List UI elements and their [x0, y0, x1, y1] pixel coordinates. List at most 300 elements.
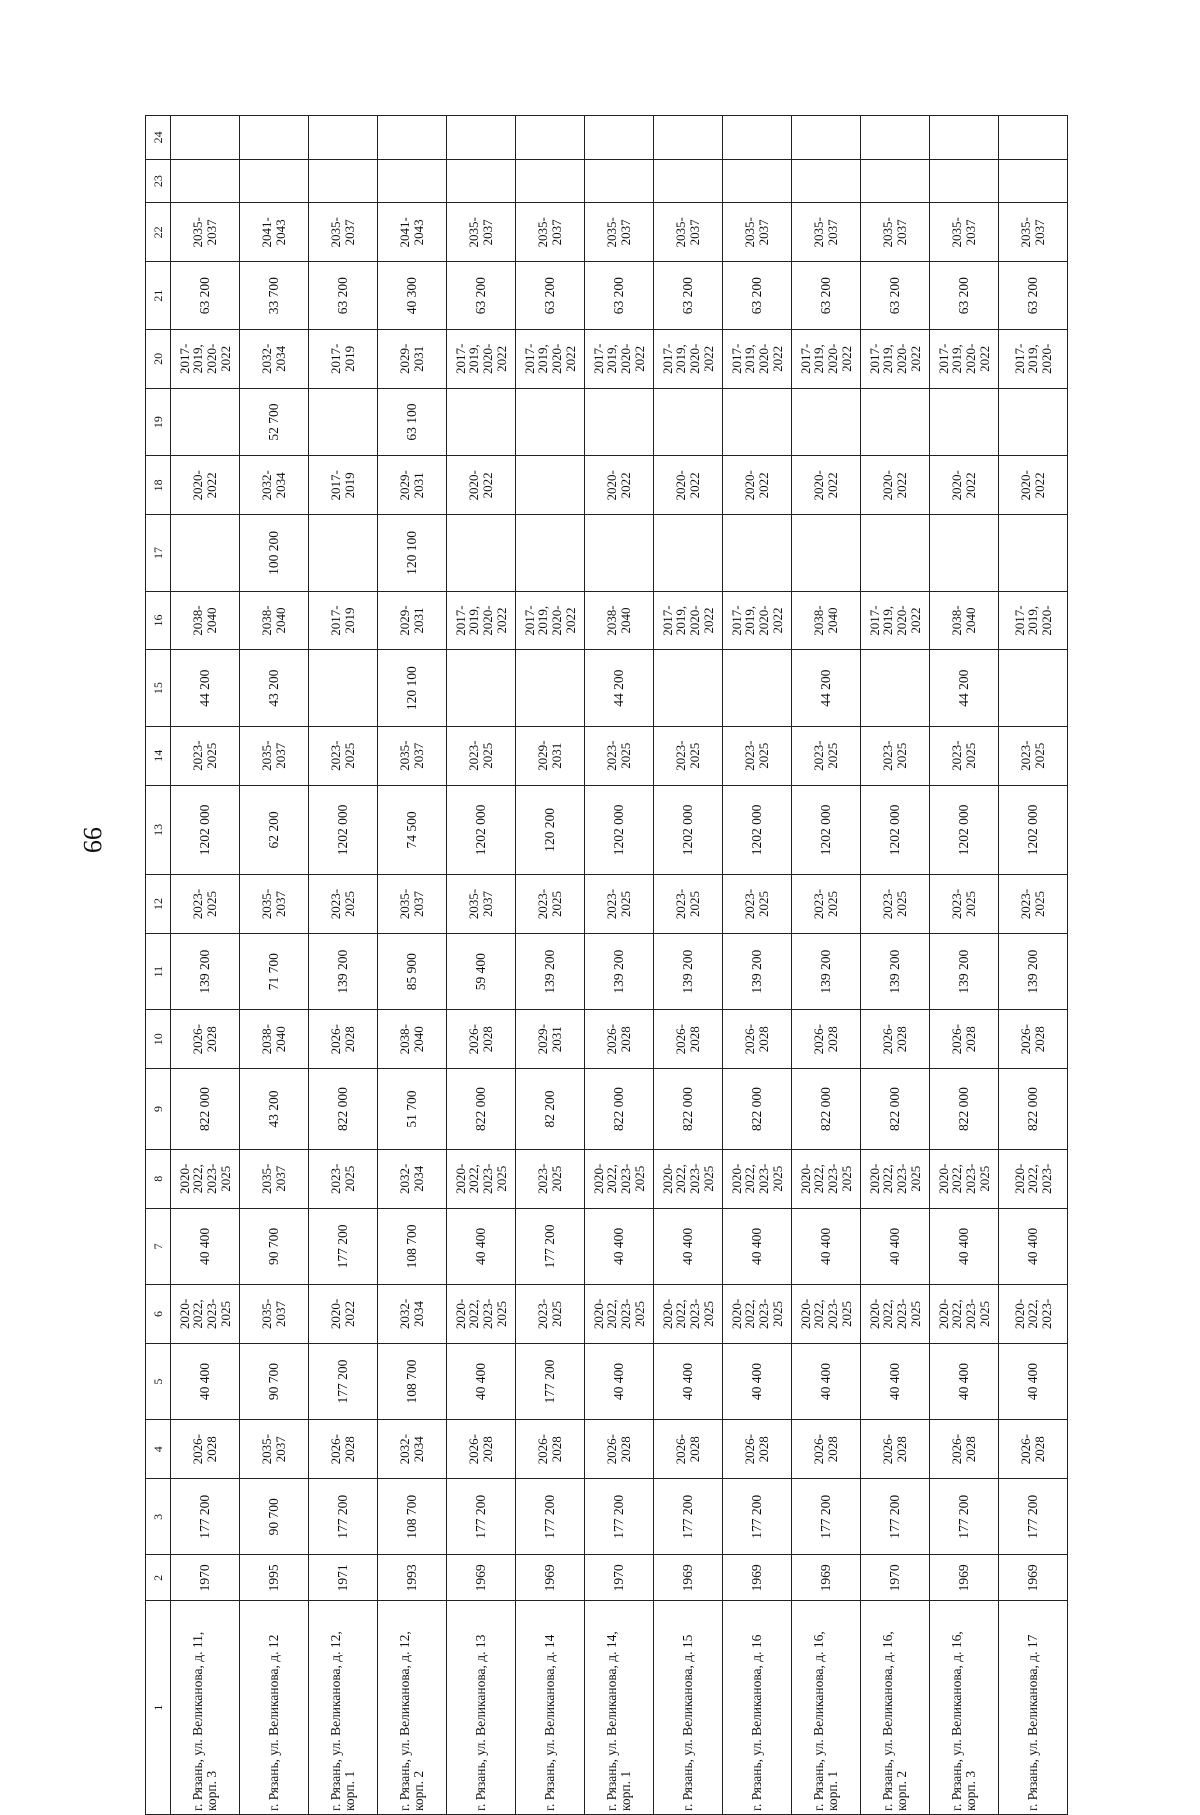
table-cell: 2035-2037 — [240, 1285, 309, 1344]
table-cell: 2032-2034 — [378, 1149, 447, 1208]
table-cell: 63 200 — [447, 262, 516, 330]
table-cell: 2026-2028 — [309, 1420, 378, 1479]
table-cell: 2023-2025 — [171, 726, 240, 785]
table-cell — [516, 388, 585, 456]
address-cell: г. Рязань, ул. Великанова, д. 14 — [516, 1601, 585, 1815]
table-cell: 2023-2025 — [585, 726, 654, 785]
table-cell: 2026-2028 — [861, 1420, 930, 1479]
address-cell: г. Рязань, ул. Великанова, д. 12, корп. 2 — [378, 1601, 447, 1815]
table-cell: 2029-2031 — [516, 726, 585, 785]
table-cell: 177 200 — [723, 1479, 792, 1555]
table-cell: 2020-2022, 2023-2025 — [930, 1149, 999, 1208]
table-cell — [930, 159, 999, 203]
table-cell: 2026-2028 — [999, 1420, 1068, 1479]
table-cell: 2041-2043 — [378, 203, 447, 262]
table-cell — [171, 159, 240, 203]
table-cell: 2026-2028 — [516, 1420, 585, 1479]
column-header-10: 10 — [146, 1010, 171, 1069]
table-cell: 2020-2022, 2023-2025 — [447, 1149, 516, 1208]
table-cell: 2023-2025 — [654, 875, 723, 934]
table-cell: 1202 000 — [171, 785, 240, 874]
table-cell: 2020-2022, 2023-2025 — [171, 1285, 240, 1344]
table-cell: 2026-2028 — [792, 1420, 861, 1479]
column-header-21: 21 — [146, 262, 171, 330]
table-cell: 822 000 — [309, 1069, 378, 1150]
table-cell: 139 200 — [516, 933, 585, 1009]
table-cell: 822 000 — [723, 1069, 792, 1150]
table-cell: 177 200 — [309, 1479, 378, 1555]
table-cell — [999, 388, 1068, 456]
table-cell: 1202 000 — [309, 785, 378, 874]
table-cell: 139 200 — [585, 933, 654, 1009]
table-cell: 177 200 — [309, 1208, 378, 1284]
table-cell: 2020-2022, 2023-2025 — [585, 1149, 654, 1208]
address-cell: г. Рязань, ул. Великанова, д. 15 — [654, 1601, 723, 1815]
table-cell: 2017-2019, 2020-2022 — [861, 591, 930, 650]
column-header-17: 17 — [146, 515, 171, 591]
table-cell: 2020-2022, 2023-2025 — [654, 1285, 723, 1344]
table-cell: 177 200 — [792, 1479, 861, 1555]
table-cell: 2017-2019, 2020-2022 — [654, 591, 723, 650]
table-cell: 2026-2028 — [999, 1010, 1068, 1069]
table-cell: 40 400 — [930, 1343, 999, 1419]
table-cell: 2026-2028 — [585, 1010, 654, 1069]
table-cell: 44 200 — [930, 650, 999, 726]
table-cell: 2017-2019, 2020-2022 — [930, 329, 999, 388]
table-cell: 2038-2040 — [792, 591, 861, 650]
table-cell: 63 200 — [171, 262, 240, 330]
table-cell: 2035-2037 — [309, 203, 378, 262]
table-container — [145, 78, 1135, 1815]
table-cell: 82 200 — [516, 1069, 585, 1150]
table-cell — [516, 159, 585, 203]
column-header-19: 19 — [146, 388, 171, 456]
table-cell — [516, 456, 585, 515]
column-header-12: 12 — [146, 875, 171, 934]
table-cell: 1202 000 — [585, 785, 654, 874]
table-cell: 63 200 — [654, 262, 723, 330]
table-cell: 2026-2028 — [723, 1420, 792, 1479]
table-cell: 2032-2034 — [378, 1285, 447, 1344]
table-cell: 120 100 — [378, 515, 447, 591]
table-cell: 2020-2022 — [930, 456, 999, 515]
table-cell: 2017-2019, 2020-2022 — [447, 591, 516, 650]
table-cell — [654, 388, 723, 456]
table-cell: 2029-2031 — [516, 1010, 585, 1069]
table-cell — [171, 388, 240, 456]
table-row — [378, 116, 447, 1815]
table-cell: 139 200 — [309, 933, 378, 1009]
table-cell — [930, 515, 999, 591]
table-cell: 2020-2022 — [999, 456, 1068, 515]
table-cell: 1969 — [930, 1555, 999, 1601]
table-cell: 40 400 — [447, 1208, 516, 1284]
table-cell: 40 400 — [861, 1208, 930, 1284]
table-cell: 44 200 — [585, 650, 654, 726]
table-cell: 2035-2037 — [240, 1420, 309, 1479]
table-cell: 2017-2019, 2020-2022 — [792, 329, 861, 388]
table-cell: 2035-2037 — [930, 203, 999, 262]
table-cell — [585, 388, 654, 456]
address-cell: г. Рязань, ул. Великанова, д. 16 — [723, 1601, 792, 1815]
table-cell: 177 200 — [516, 1208, 585, 1284]
table-cell: 2020-2022, 2023-2025 — [930, 1285, 999, 1344]
rotated-table-frame — [145, 78, 1135, 1815]
table-cell: 2017-2019 — [309, 329, 378, 388]
table-cell: 2017-2019, 2020-2022 — [723, 329, 792, 388]
table-cell: 40 400 — [792, 1208, 861, 1284]
table-cell: 2032-2034 — [240, 329, 309, 388]
table-cell: 2035-2037 — [999, 203, 1068, 262]
housing-repair-schedule-table — [145, 115, 1068, 1815]
table-row — [723, 116, 792, 1815]
table-cell — [171, 515, 240, 591]
table-cell: 33 700 — [240, 262, 309, 330]
address-cell: г. Рязань, ул. Великанова, д. 16, корп. 3 — [930, 1601, 999, 1815]
table-cell: 2020-2022, 2023-2025 — [792, 1285, 861, 1344]
column-header-3: 3 — [146, 1479, 171, 1555]
table-cell: 2038-2040 — [171, 591, 240, 650]
table-cell: 2017-2019, 2020- — [999, 591, 1068, 650]
table-cell: 40 400 — [171, 1343, 240, 1419]
table-cell: 2035-2037 — [240, 875, 309, 934]
table-cell: 822 000 — [999, 1069, 1068, 1150]
table-cell — [516, 515, 585, 591]
table-cell: 2029-2031 — [378, 329, 447, 388]
table-cell: 1969 — [447, 1555, 516, 1601]
column-header-15: 15 — [146, 650, 171, 726]
table-cell: 2026-2028 — [930, 1010, 999, 1069]
table-cell: 2038-2040 — [378, 1010, 447, 1069]
table-row — [516, 116, 585, 1815]
table-cell — [723, 515, 792, 591]
table-cell: 44 200 — [171, 650, 240, 726]
table-cell: 2023-2025 — [723, 875, 792, 934]
table-cell: 1202 000 — [723, 785, 792, 874]
table-cell: 1202 000 — [792, 785, 861, 874]
table-row — [861, 116, 930, 1815]
table-cell: 2023-2025 — [792, 726, 861, 785]
address-cell: г. Рязань, ул. Великанова, д. 17 — [999, 1601, 1068, 1815]
table-cell: 2020-2022 — [585, 456, 654, 515]
table-cell: 2035-2037 — [723, 203, 792, 262]
table-cell: 74 500 — [378, 785, 447, 874]
table-cell: 2023-2025 — [930, 875, 999, 934]
table-cell: 2020-2022 — [171, 456, 240, 515]
table-cell: 40 400 — [999, 1208, 1068, 1284]
column-header-9: 9 — [146, 1069, 171, 1150]
column-header-7: 7 — [146, 1208, 171, 1284]
table-cell: 63 200 — [585, 262, 654, 330]
table-cell: 90 700 — [240, 1479, 309, 1555]
table-cell: 177 200 — [861, 1479, 930, 1555]
table-cell — [309, 515, 378, 591]
table-cell: 177 200 — [585, 1479, 654, 1555]
table-cell: 1202 000 — [861, 785, 930, 874]
column-header-1: 1 — [146, 1601, 171, 1815]
table-cell: 40 300 — [378, 262, 447, 330]
table-cell: 2026-2028 — [585, 1420, 654, 1479]
table-cell: 2020-2022, 2023-2025 — [861, 1149, 930, 1208]
table-cell: 2020-2022, 2023- — [999, 1149, 1068, 1208]
address-cell: г. Рязань, ул. Великанова, д. 12 — [240, 1601, 309, 1815]
table-cell: 139 200 — [723, 933, 792, 1009]
table-cell: 2038-2040 — [585, 591, 654, 650]
table-cell: 43 200 — [240, 1069, 309, 1150]
table-cell — [378, 159, 447, 203]
table-cell: 139 200 — [171, 933, 240, 1009]
column-header-14: 14 — [146, 726, 171, 785]
table-cell: 2038-2040 — [240, 1010, 309, 1069]
table-cell: 2023-2025 — [999, 875, 1068, 934]
table-cell: 2020-2022, 2023-2025 — [792, 1149, 861, 1208]
table-cell: 2020-2022 — [447, 456, 516, 515]
table-cell: 2023-2025 — [999, 726, 1068, 785]
table-cell: 1970 — [861, 1555, 930, 1601]
table-cell: 139 200 — [930, 933, 999, 1009]
table-cell — [447, 159, 516, 203]
table-cell — [309, 388, 378, 456]
table-cell: 177 200 — [171, 1479, 240, 1555]
table-cell: 1202 000 — [999, 785, 1068, 874]
address-cell: г. Рязань, ул. Великанова, д. 12, корп. 1 — [309, 1601, 378, 1815]
table-cell: 2035-2037 — [654, 203, 723, 262]
table-cell: 44 200 — [792, 650, 861, 726]
column-header-11: 11 — [146, 933, 171, 1009]
page-number: 99 — [78, 827, 107, 853]
table-cell: 2023-2025 — [516, 1149, 585, 1208]
table-cell: 2029-2031 — [378, 591, 447, 650]
column-header-2: 2 — [146, 1555, 171, 1601]
address-cell: г. Рязань, ул. Великанова, д. 16, корп. 1 — [792, 1601, 861, 1815]
table-cell — [585, 159, 654, 203]
table-cell — [654, 159, 723, 203]
table-cell: 177 200 — [999, 1479, 1068, 1555]
table-cell: 2038-2040 — [240, 591, 309, 650]
table-cell — [240, 159, 309, 203]
table-cell: 1202 000 — [654, 785, 723, 874]
table-cell: 822 000 — [861, 1069, 930, 1150]
table-cell: 2023-2025 — [171, 875, 240, 934]
table-cell: 43 200 — [240, 650, 309, 726]
table-cell: 63 200 — [792, 262, 861, 330]
table-cell: 2026-2028 — [654, 1420, 723, 1479]
table-cell: 40 400 — [861, 1343, 930, 1419]
table-cell: 822 000 — [930, 1069, 999, 1150]
table-cell: 177 200 — [930, 1479, 999, 1555]
table-cell — [378, 116, 447, 160]
table-cell: 90 700 — [240, 1343, 309, 1419]
column-header-4: 4 — [146, 1420, 171, 1479]
table-cell: 1970 — [171, 1555, 240, 1601]
table-cell: 40 400 — [654, 1208, 723, 1284]
table-cell: 2035-2037 — [861, 203, 930, 262]
table-row — [447, 116, 516, 1815]
table-cell: 2026-2028 — [309, 1010, 378, 1069]
table-cell: 2026-2028 — [861, 1010, 930, 1069]
table-cell: 71 700 — [240, 933, 309, 1009]
table-cell: 2017-2019, 2020-2022 — [723, 591, 792, 650]
table-cell: 2035-2037 — [378, 875, 447, 934]
table-cell: 40 400 — [447, 1343, 516, 1419]
column-header-24: 24 — [146, 116, 171, 160]
table-cell — [654, 650, 723, 726]
table-cell: 63 200 — [861, 262, 930, 330]
table-cell: 2020-2022, 2023-2025 — [861, 1285, 930, 1344]
table-cell — [792, 116, 861, 160]
table-cell: 1995 — [240, 1555, 309, 1601]
table-cell: 2029-2031 — [378, 456, 447, 515]
table-cell: 2023-2025 — [585, 875, 654, 934]
table-cell: 1971 — [309, 1555, 378, 1601]
table-cell: 2020-2022 — [861, 456, 930, 515]
table-cell: 2026-2028 — [447, 1010, 516, 1069]
table-cell: 177 200 — [309, 1343, 378, 1419]
table-cell — [861, 388, 930, 456]
column-header-6: 6 — [146, 1285, 171, 1344]
table-cell: 2035-2037 — [240, 1149, 309, 1208]
table-cell: 2017-2019, 2020-2022 — [654, 329, 723, 388]
table-cell: 1969 — [654, 1555, 723, 1601]
table-row — [240, 116, 309, 1815]
table-cell: 1969 — [516, 1555, 585, 1601]
table-cell — [447, 650, 516, 726]
table-cell: 2023-2025 — [792, 875, 861, 934]
table-cell: 59 400 — [447, 933, 516, 1009]
table-cell — [447, 515, 516, 591]
table-cell: 2017-2019 — [309, 591, 378, 650]
table-row — [309, 116, 378, 1815]
table-cell — [999, 515, 1068, 591]
table-cell: 2017-2019, 2020- — [999, 329, 1068, 388]
table-cell: 822 000 — [447, 1069, 516, 1150]
table-cell: 822 000 — [585, 1069, 654, 1150]
table-cell: 40 400 — [171, 1208, 240, 1284]
table-cell: 120 100 — [378, 650, 447, 726]
table-cell: 177 200 — [516, 1343, 585, 1419]
table-cell: 1969 — [792, 1555, 861, 1601]
table-cell: 2026-2028 — [723, 1010, 792, 1069]
table-cell: 2026-2028 — [447, 1420, 516, 1479]
table-cell — [447, 116, 516, 160]
table-cell: 40 400 — [723, 1208, 792, 1284]
table-cell: 2023-2025 — [723, 726, 792, 785]
column-header-20: 20 — [146, 329, 171, 388]
table-cell: 1970 — [585, 1555, 654, 1601]
table-cell: 2020-2022 — [792, 456, 861, 515]
table-cell: 822 000 — [654, 1069, 723, 1150]
table-cell: 63 200 — [516, 262, 585, 330]
table-cell: 100 200 — [240, 515, 309, 591]
table-cell: 1993 — [378, 1555, 447, 1601]
table-cell: 2020-2022, 2023-2025 — [654, 1149, 723, 1208]
table-cell: 40 400 — [723, 1343, 792, 1419]
table-cell — [792, 159, 861, 203]
address-cell: г. Рязань, ул. Великанова, д. 16, корп. 2 — [861, 1601, 930, 1815]
table-cell — [861, 116, 930, 160]
table-cell: 139 200 — [654, 933, 723, 1009]
table-cell: 177 200 — [447, 1479, 516, 1555]
table-cell: 2020-2022, 2023-2025 — [723, 1149, 792, 1208]
table-cell — [585, 116, 654, 160]
table-cell — [723, 116, 792, 160]
table-cell — [585, 515, 654, 591]
table-row — [171, 116, 240, 1815]
table-cell: 120 200 — [516, 785, 585, 874]
table-cell: 177 200 — [516, 1479, 585, 1555]
table-cell: 2017-2019, 2020-2022 — [516, 591, 585, 650]
address-cell: г. Рязань, ул. Великанова, д. 11, корп. 3 — [171, 1601, 240, 1815]
table-row — [654, 116, 723, 1815]
table-cell: 2035-2037 — [447, 875, 516, 934]
table-cell — [861, 159, 930, 203]
table-cell: 1202 000 — [447, 785, 516, 874]
table-cell: 2017-2019, 2020-2022 — [447, 329, 516, 388]
table-cell: 139 200 — [861, 933, 930, 1009]
table-cell: 52 700 — [240, 388, 309, 456]
table-cell — [654, 116, 723, 160]
table-cell: 139 200 — [792, 933, 861, 1009]
table-cell: 108 700 — [378, 1208, 447, 1284]
table-cell: 2020-2022, 2023-2025 — [447, 1285, 516, 1344]
table-cell — [516, 116, 585, 160]
table-cell: 2026-2028 — [171, 1010, 240, 1069]
table-cell: 2023-2025 — [309, 875, 378, 934]
table-cell: 2035-2037 — [240, 726, 309, 785]
address-cell: г. Рязань, ул. Великанова, д. 14, корп. 1 — [585, 1601, 654, 1815]
table-cell: 2023-2025 — [861, 875, 930, 934]
table-cell — [723, 650, 792, 726]
table-cell: 40 400 — [654, 1343, 723, 1419]
table-cell — [309, 159, 378, 203]
table-cell: 2032-2034 — [378, 1420, 447, 1479]
table-cell: 2035-2037 — [171, 203, 240, 262]
table-cell — [861, 515, 930, 591]
table-cell: 2035-2037 — [516, 203, 585, 262]
table-cell — [792, 515, 861, 591]
table-cell: 90 700 — [240, 1208, 309, 1284]
table-cell: 40 400 — [585, 1343, 654, 1419]
header-row — [146, 116, 171, 1815]
table-cell — [861, 650, 930, 726]
table-cell: 2026-2028 — [171, 1420, 240, 1479]
table-cell: 2026-2028 — [792, 1010, 861, 1069]
table-cell: 40 400 — [930, 1208, 999, 1284]
table-cell — [723, 388, 792, 456]
table-cell: 63 200 — [723, 262, 792, 330]
table-row — [930, 116, 999, 1815]
table-cell: 40 400 — [999, 1343, 1068, 1419]
column-header-16: 16 — [146, 591, 171, 650]
address-cell: г. Рязань, ул. Великанова, д. 13 — [447, 1601, 516, 1815]
column-header-23: 23 — [146, 159, 171, 203]
table-cell: 85 900 — [378, 933, 447, 1009]
table-cell: 1969 — [723, 1555, 792, 1601]
table-cell: 2032-2034 — [240, 456, 309, 515]
column-header-13: 13 — [146, 785, 171, 874]
table-cell: 51 700 — [378, 1069, 447, 1150]
table-cell: 63 200 — [999, 262, 1068, 330]
table-cell — [309, 116, 378, 160]
table-cell: 2017-2019, 2020-2022 — [516, 329, 585, 388]
table-cell: 62 200 — [240, 785, 309, 874]
table-cell: 139 200 — [999, 933, 1068, 1009]
table-cell: 2023-2025 — [309, 1149, 378, 1208]
table-cell — [930, 116, 999, 160]
table-cell: 2020-2022, 2023-2025 — [171, 1149, 240, 1208]
table-cell — [930, 388, 999, 456]
table-cell: 2023-2025 — [309, 726, 378, 785]
